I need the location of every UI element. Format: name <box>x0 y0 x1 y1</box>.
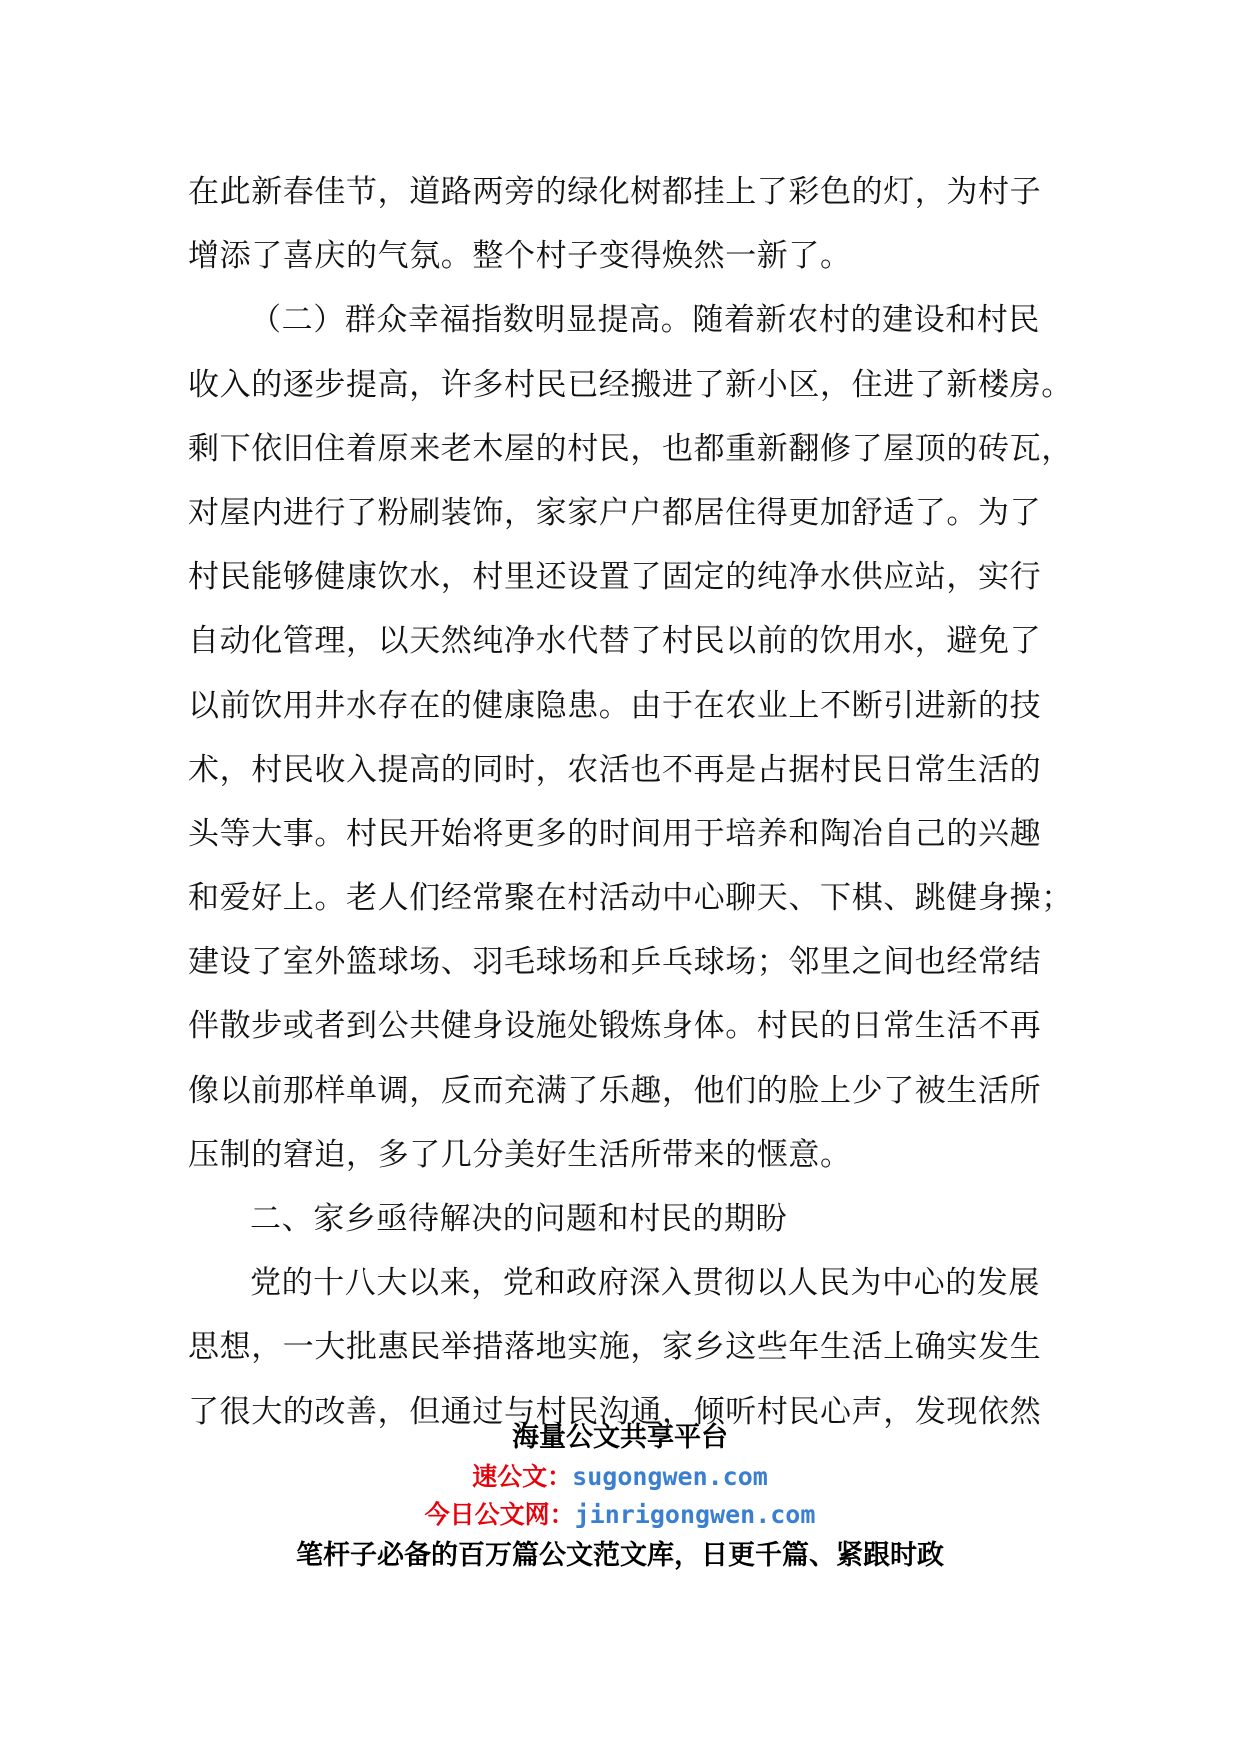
footer-banner <box>0 1418 1240 1578</box>
footer-link-sugongwen[interactable] <box>0 1458 1240 1496</box>
text-line: 党的十八大以来，党和政府深入贯彻以人民为中心的发展 <box>250 1265 1040 1302</box>
text-line: 自动化管理，以天然纯净水代替了村民以前的饮用水，避免了 <box>188 623 1042 660</box>
footer-link-url[interactable]: jinrigongwen.com <box>574 1500 816 1529</box>
text-line: 压制的窘迫，多了几分美好生活所带来的惬意。 <box>188 1136 852 1173</box>
text-line: 剩下依旧住着原来老木屋的村民，也都重新翻修了屋顶的砖瓦， <box>188 430 1073 467</box>
footer-link-url[interactable]: sugongwen.com <box>572 1462 768 1491</box>
document-body <box>188 160 1073 1444</box>
text-line: 在此新春佳节，道路两旁的绿化树都挂上了彩色的灯，为村子 <box>188 174 1042 210</box>
text-line: 收入的逐步提高，许多村民已经搬进了新小区，住进了新楼房。 <box>188 366 1073 403</box>
text-line: 村民能够健康饮水，村里还设置了固定的纯净水供应站，实行 <box>188 559 1042 596</box>
text-line: 思想，一大批惠民举措落地实施，家乡这些年生活上确实发生 <box>188 1329 1042 1366</box>
text-line: 建设了室外篮球场、羽毛球场和乒乓球场；邻里之间也经常结 <box>188 944 1042 981</box>
text-line: 术，村民收入提高的同时，农活也不再是占据村民日常生活的 <box>188 751 1042 788</box>
text-line: 像以前那样单调，反而充满了乐趣，他们的脸上少了被生活所 <box>188 1072 1042 1109</box>
footer-link-jinrigongwen[interactable] <box>0 1496 1240 1534</box>
footer-link-label: 今日公文网： <box>424 1500 575 1529</box>
text-line: 了很大的改善，但通过与村民沟通，倾听村民心声，发现依然 <box>188 1393 1042 1430</box>
footer-slogan: 笔杆子必备的百万篇公文范文库，日更千篇、紧跟时政 <box>296 1540 944 1571</box>
text-line: 以前饮用井水存在的健康隐患。由于在农业上不断引进新的技 <box>188 687 1042 724</box>
text-line: 伴散步或者到公共健身设施处锻炼身体。村民的日常生活不再 <box>188 1008 1042 1045</box>
text-line: 对屋内进行了粉刷装饰，家家户户都居住得更加舒适了。为了 <box>188 494 1042 531</box>
section-heading: 二、家乡亟待解决的问题和村民的期盼 <box>250 1201 788 1237</box>
text-line: 头等大事。村民开始将更多的时间用于培养和陶冶自己的兴趣 <box>188 815 1042 852</box>
footer-link-label: 速公文： <box>472 1462 573 1491</box>
text-line: 和爱好上。老人们经常聚在村活动中心聊天、下棋、跳健身操； <box>188 880 1073 917</box>
text-line: 增添了喜庆的气氛。整个村子变得焕然一新了。 <box>188 238 852 275</box>
section-heading: （二）群众幸福指数明显提高。随着新农村的建设和村民 <box>250 302 1040 339</box>
footer-title: 海量公文共享平台 <box>512 1422 728 1453</box>
